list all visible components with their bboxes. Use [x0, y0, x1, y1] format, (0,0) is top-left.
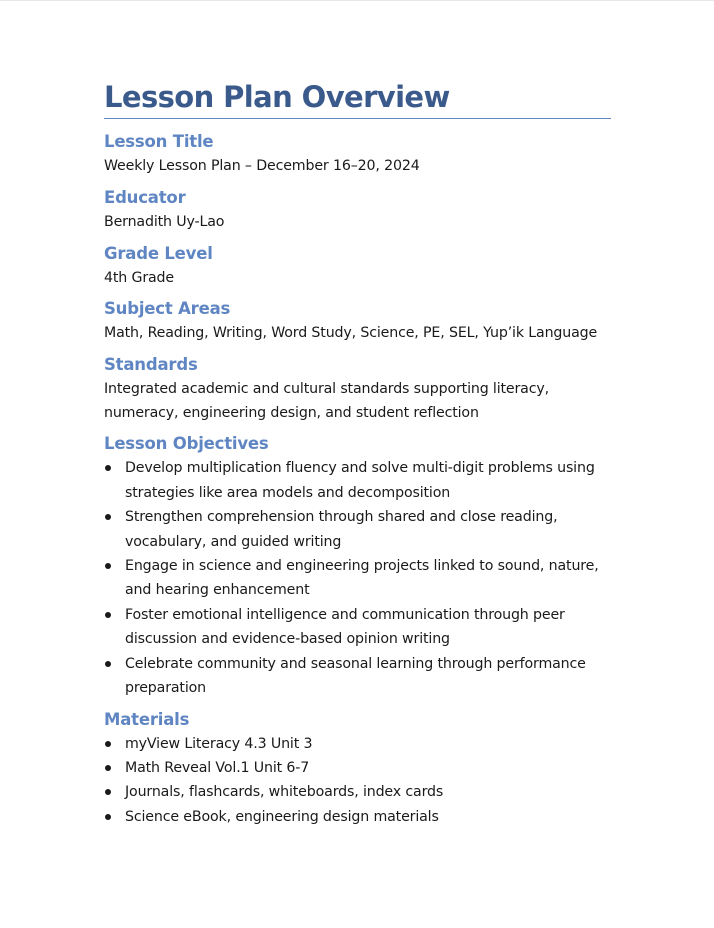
section-lesson-objectives	[104, 432, 611, 700]
bullet-icon	[105, 765, 111, 771]
grade-level-value: 4th Grade	[104, 269, 174, 286]
subject-areas-value: Math, Reading, Writing, Word Study, Science, PE, SEL, Yup’ik Language	[104, 325, 598, 342]
subject-areas-heading: Subject Areas	[104, 299, 231, 319]
list-item	[104, 603, 611, 652]
material-text: Math Reveal Vol.1 Unit 6-7	[125, 759, 310, 776]
objective-text: Foster emotional intelligence and communication through peer discussion and evidence-based opinion writing	[125, 606, 565, 648]
objective-text: Strengthen comprehension through shared and close reading, vocabulary, and guided writing	[125, 509, 558, 550]
page-title: Lesson Plan Overview	[104, 80, 450, 114]
lesson-title-heading: Lesson Title	[104, 132, 214, 151]
bullet-icon	[105, 741, 111, 747]
material-text: Journals, flashcards, whiteboards, index cards	[125, 784, 444, 801]
section-subject-areas	[104, 297, 611, 345]
materials-heading: Materials	[104, 709, 190, 729]
educator-heading: Educator	[104, 188, 186, 208]
standards-value: Integrated academic and cultural standards supporting literacy, numeracy, engineering design, and student reflection	[104, 380, 549, 422]
section-lesson-title	[104, 130, 611, 178]
list-item	[104, 805, 611, 829]
section-materials	[104, 708, 611, 830]
bullet-icon	[105, 465, 111, 471]
educator-value: Bernadith Uy-Lao	[104, 214, 225, 231]
lesson-objectives-heading: Lesson Objectives	[104, 434, 269, 454]
list-item	[104, 554, 611, 603]
section-educator	[104, 186, 611, 234]
material-text: Science eBook, engineering design materials	[125, 808, 439, 825]
list-item	[104, 456, 611, 505]
objectives-list	[104, 456, 611, 700]
list-item	[104, 756, 611, 780]
standards-heading: Standards	[104, 354, 198, 374]
document-content	[104, 79, 611, 836]
bullet-icon	[105, 789, 111, 795]
bullet-icon	[105, 563, 111, 569]
list-item	[104, 732, 611, 756]
section-standards	[104, 353, 611, 426]
lesson-title-value: Weekly Lesson Plan – December 16–20, 2024	[104, 158, 420, 174]
section-grade-level	[104, 242, 611, 290]
objective-text: Develop multiplication fluency and solve multi-digit problems using strategies like area models and decomposition	[125, 460, 595, 501]
list-item	[104, 505, 611, 554]
material-text: myView Literacy 4.3 Unit 3	[125, 735, 313, 752]
title-divider	[104, 118, 611, 119]
objective-text: Celebrate community and seasonal learning through performance preparation	[125, 655, 586, 697]
bullet-icon	[105, 814, 111, 820]
grade-level-heading: Grade Level	[104, 243, 213, 263]
bullet-icon	[105, 514, 111, 520]
bullet-icon	[105, 612, 111, 618]
list-item	[104, 780, 611, 804]
bullet-icon	[105, 661, 111, 667]
materials-list	[104, 732, 611, 830]
objective-text: Engage in science and engineering projects linked to sound, nature, and hearing enhancement	[125, 558, 599, 599]
list-item	[104, 652, 611, 701]
